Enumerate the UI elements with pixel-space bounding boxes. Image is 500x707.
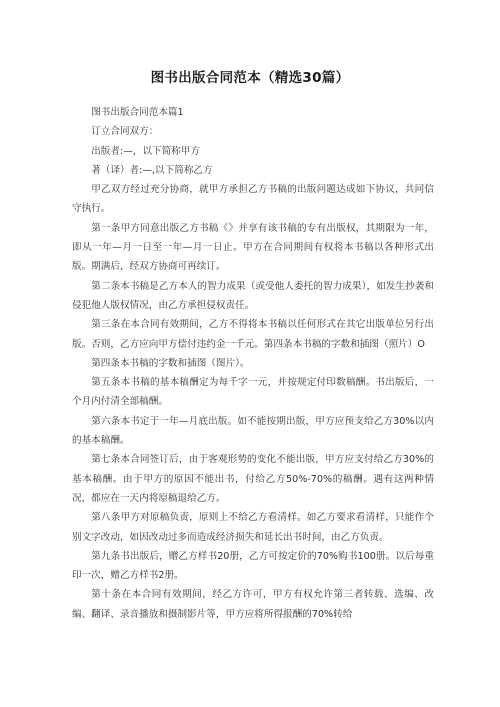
paragraph-article-10: 第十条在本合同有效期间，经乙方许可，甲方有权允许第三者转载、选编、改编、翻译、录音播放和摄制影片等，甲方应将所得报酬的70%转给 (72, 589, 434, 620)
paragraph-article-9: 第九条书出版后，赠乙方样书20册，乙方可按定价的70%购书100册。以后每重印一次，赠乙方样书2册。 (72, 550, 434, 582)
paragraph-article-6: 第六条本书定于一年—月底出版。如不能按期出版，甲方应预支给乙方30%以内的基本稿酬。 (72, 415, 434, 447)
paragraph-preamble: 甲乙双方经过充分协商，就甲方承担乙方书稿的出版问题达成如下协议，共同信守执行。 (72, 184, 434, 215)
paragraph-article-1: 第一条甲方同意出版乙方书稿《》并享有该书稿的专有出版权，其期限为一年，即从一年—月一日至一年—月一日止。甲方在合同期间有权将本书稿以各种形式出版。期满后，经双方协商可再续订。 (72, 222, 434, 273)
paragraph-article-2: 第二条本书稿是乙方本人的智力成果（或受他人委托的智力成果），如发生抄袭和侵犯他人版权情况，由乙方承担侵权责任。 (72, 280, 434, 311)
paragraph-article-4: 第四条本书稿的字数和插图（图片）。 (91, 357, 250, 369)
paragraph-publisher: 出版者:—，以下简称甲方 (91, 145, 200, 157)
document-title: 图书出版合同范本（精选30篇） (150, 70, 350, 86)
paragraph-article-8: 第八条甲方对原稿负责，原则上不给乙方看清样。如乙方要求看清样，只能作个别文字改动，如因改动过多而造成经济损失和延长出书时间，由乙方负责。 (72, 512, 434, 543)
section-heading: 图书出版合同范本篇1 (91, 107, 184, 118)
paragraph-article-5: 第五条本书稿的基本稿酬定为每千字一元，并按规定付印数稿酬。书出版后，一个月内付清全部稿酬。 (72, 377, 434, 408)
paragraph-article-3: 第三条在本合同有效期间，乙方不得将本书稿以任何形式在其它出版单位另行出版。否则，乙方应向甲方偿付违约金一千元。第四条本书稿的字数和插图（照片）O (72, 319, 434, 350)
paragraph-parties: 订立合同双方： (91, 126, 159, 138)
document-body (72, 103, 434, 624)
paragraph-author: 著（译）者:—,以下简称乙方 (91, 164, 213, 176)
paragraph-article-7: 第七条本合同签订后，由于客观形势的变化不能出版，甲方应支付给乙方30%的基本稿酬。由于甲方的原因不能出书，付给乙方50%-70%的稿酬。遇有这两种情况，都应在一天内将原稿退给乙方。 (72, 454, 434, 504)
